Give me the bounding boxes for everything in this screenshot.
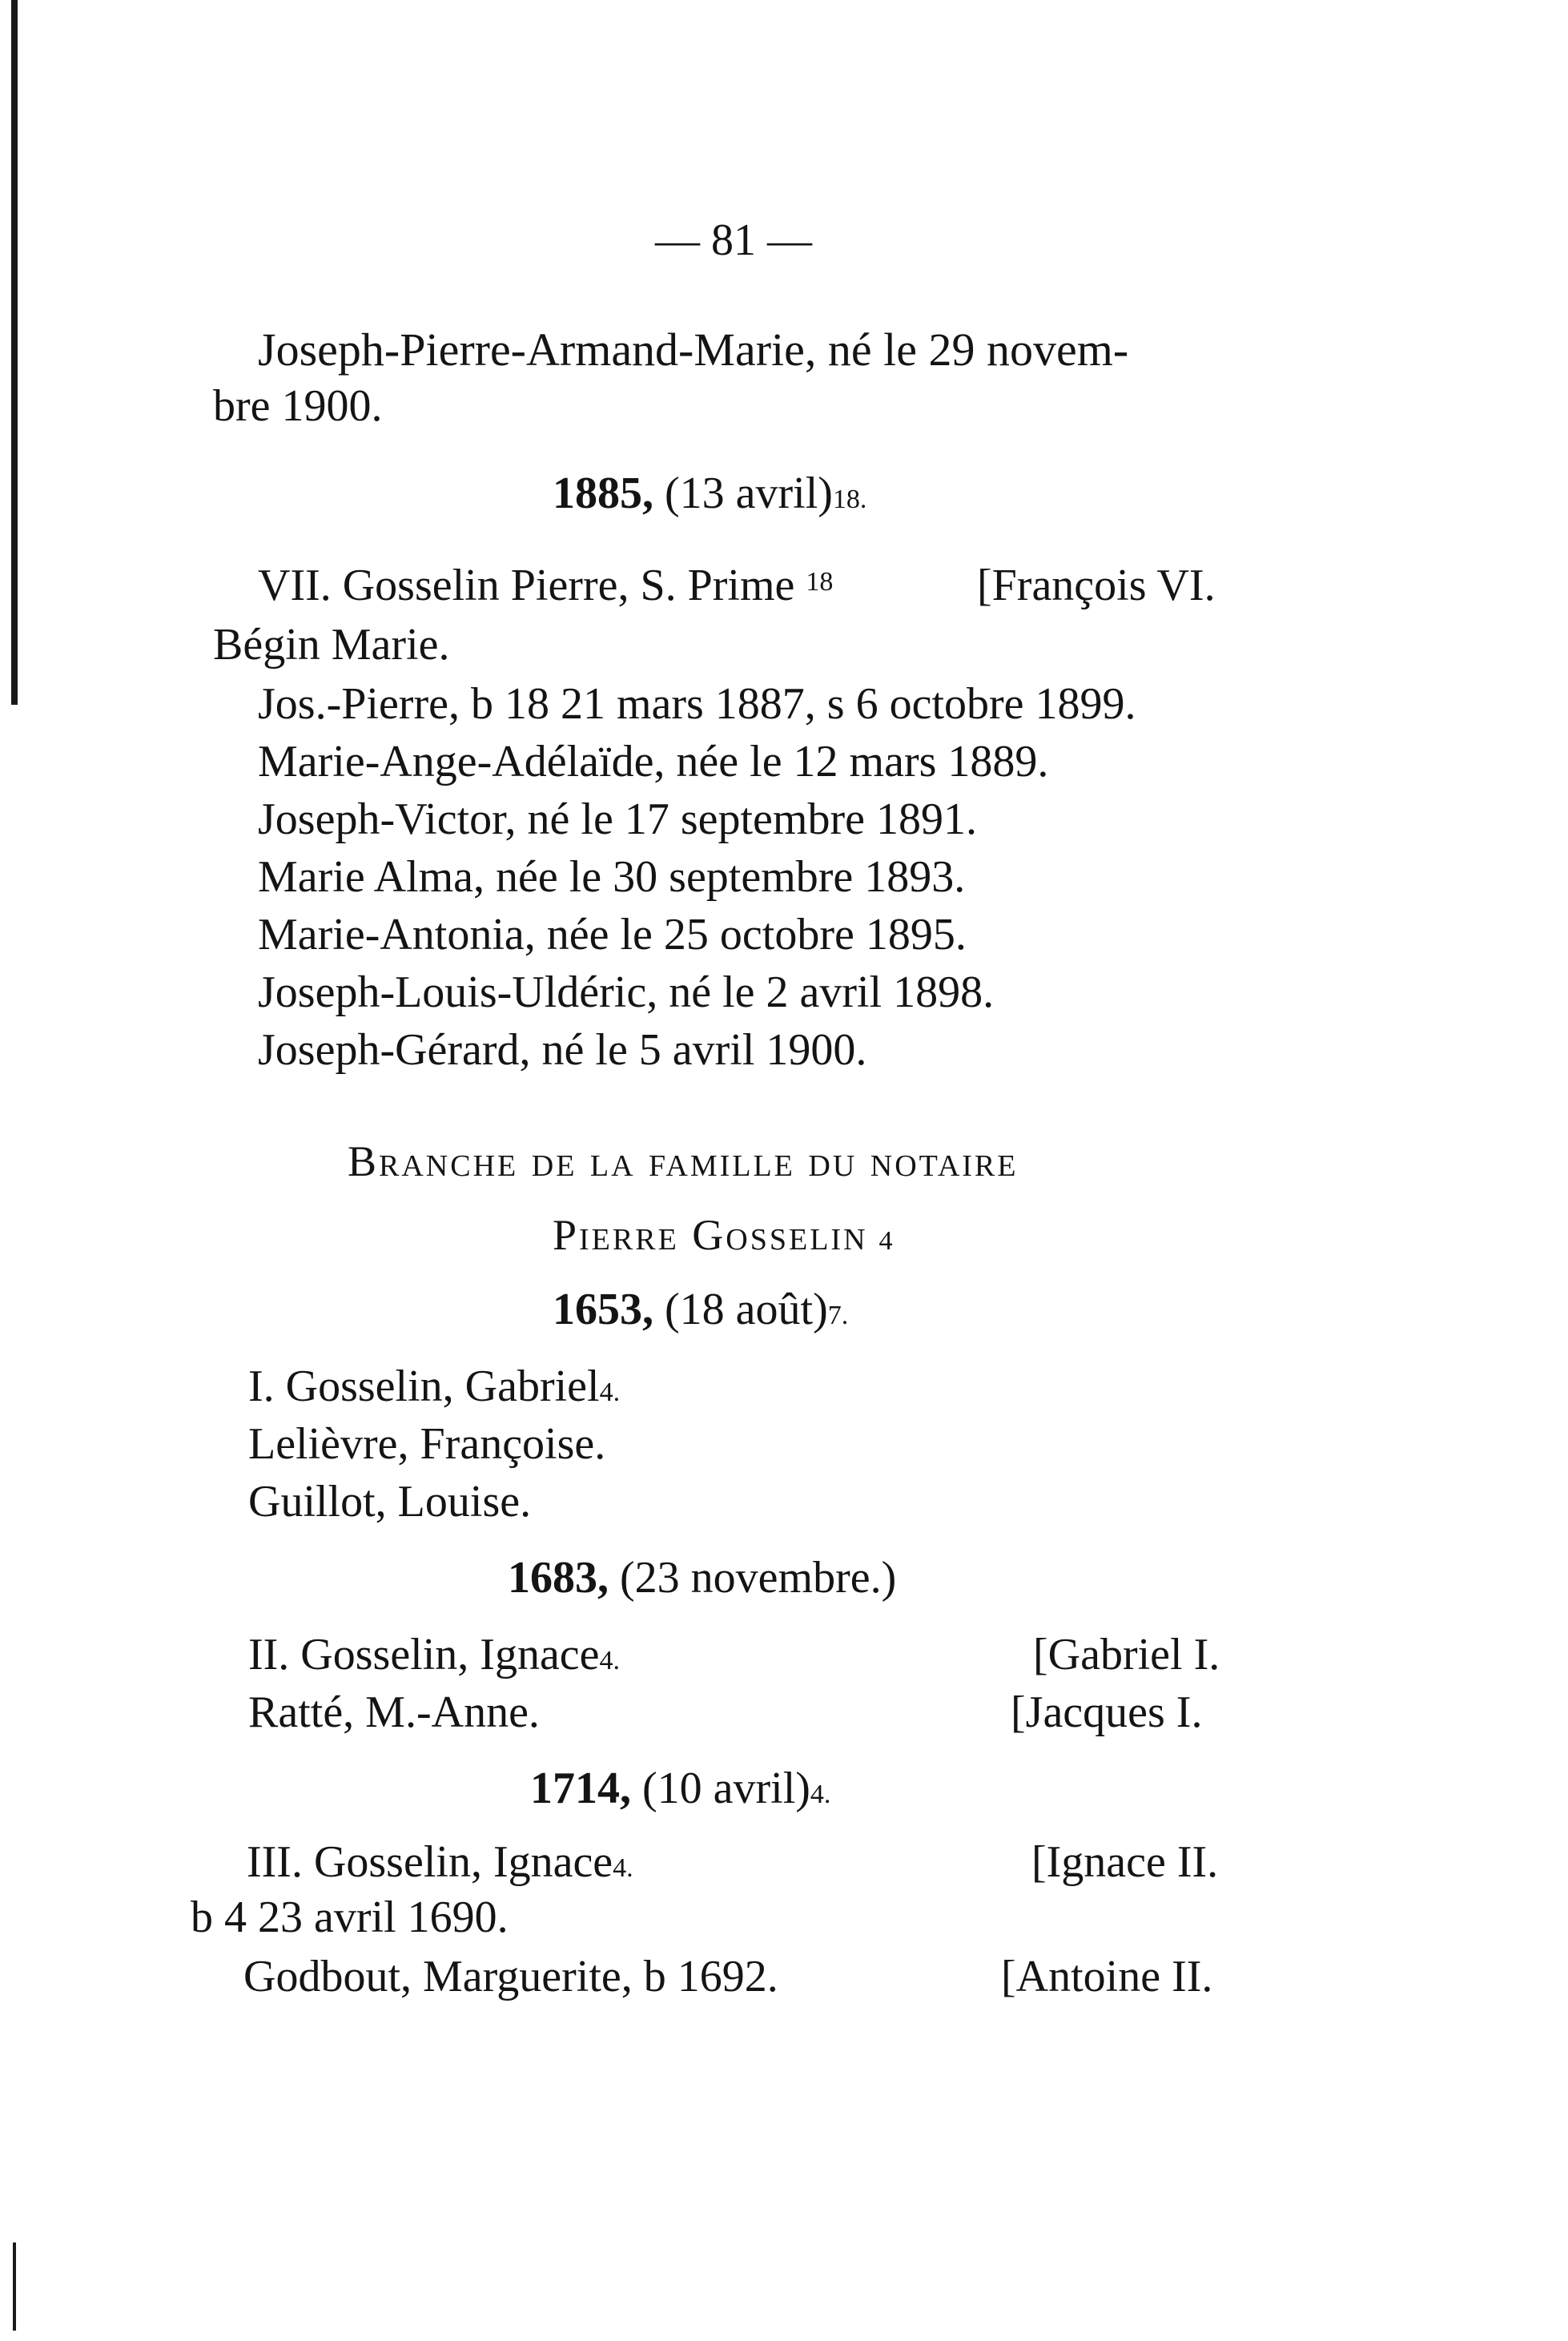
couple-iii-husband-parent: [Ignace II. [1031,1837,1219,1887]
branch-heading-2-ref: 4 [878,1226,893,1256]
couple-i-husband-ref: 4. [599,1378,621,1407]
couple-i-wife-2: Guillot, Louise. [248,1477,532,1526]
marriage-1683-date: (23 novembre.) [620,1553,897,1603]
branch-heading-2-text: Pierre Gosselin [553,1211,868,1259]
binding-edge-left-lower [13,2242,16,2331]
couple-vii-wife: Bégin Marie. [213,620,450,670]
child-line-3: Joseph-Victor, né le 17 septembre 1891. [258,794,977,844]
couple-ii-husband-parent: [Gabriel I. [1033,1630,1220,1679]
marriage-1653-year: 1653, [553,1285,653,1334]
marriage-1714-year: 1714, [530,1764,631,1813]
couple-ii-husband [248,1632,620,1677]
marriage-1653-ref: 7. [827,1301,849,1330]
couple-iii-baptism: b 4 23 avril 1690. [191,1893,509,1942]
couple-ii-husband-ref: 4. [599,1646,621,1675]
child-line-4: Marie Alma, née le 30 septembre 1893. [258,852,966,902]
marriage-1885-year: 1885, [553,469,653,518]
marriage-1714-date: (10 avril) [642,1764,810,1813]
child-line-5: Marie-Antonia, née le 25 octobre 1895. [258,910,967,959]
couple-iii-husband [247,1837,633,1887]
marriage-1653-date: (18 août) [665,1285,828,1334]
couple-vii-husband [258,563,833,608]
couple-ii-wife: Ratté, M.-Anne. [248,1687,540,1737]
marriage-1714-heading [530,1766,830,1811]
couple-i-husband-name: I. Gosselin, Gabriel [248,1362,600,1411]
marriage-1653-heading [553,1287,848,1332]
couple-vii-husband-ref: 18 [806,567,834,597]
marriage-1683-heading [508,1553,897,1603]
branch-heading-1: Branche de la famille du notaire [348,1137,1019,1185]
intro-line-2: bre 1900. [213,381,383,431]
marriage-1885-date: (13 avril) [665,469,833,518]
couple-iii-wife: Godbout, Marguerite, b 1692. [243,1952,778,2001]
couple-vii-husband-parent: [François VI. [977,561,1216,610]
child-line-6: Joseph-Louis-Uldéric, né le 2 avril 1898. [258,967,995,1017]
couple-iii-wife-parent: [Antoine II. [1001,1952,1213,2001]
couple-iii-husband-ref: 4. [613,1853,633,1883]
branch-heading-2 [553,1213,893,1257]
marriage-1714-ref: 4. [810,1780,831,1809]
binding-edge-left [11,0,18,705]
couple-vii-husband-name: VII. Gosselin Pierre, S. Prime [258,561,795,610]
marriage-1885-heading [553,471,866,516]
couple-iii-husband-name: III. Gosselin, Ignace [247,1837,613,1887]
couple-ii-husband-name: II. Gosselin, Ignace [248,1630,600,1679]
child-line-2: Marie-Ange-Adélaïde, née le 12 mars 1889. [258,737,1049,786]
couple-ii-wife-parent: [Jacques I. [1011,1687,1203,1737]
intro-line-1: Joseph-Pierre-Armand-Marie, né le 29 novem- [258,324,1129,376]
couple-i-wife-1: Lelièvre, Françoise. [248,1419,606,1469]
page-number: — 81 — [655,215,812,265]
couple-i-husband [248,1364,620,1409]
marriage-1885-ref: 18. [832,485,867,514]
child-line-1: Jos.-Pierre, b 18 21 mars 1887, s 6 octobre 1899. [258,679,1136,729]
marriage-1683-year: 1683, [508,1553,609,1603]
child-line-7: Joseph-Gérard, né le 5 avril 1900. [258,1025,867,1075]
